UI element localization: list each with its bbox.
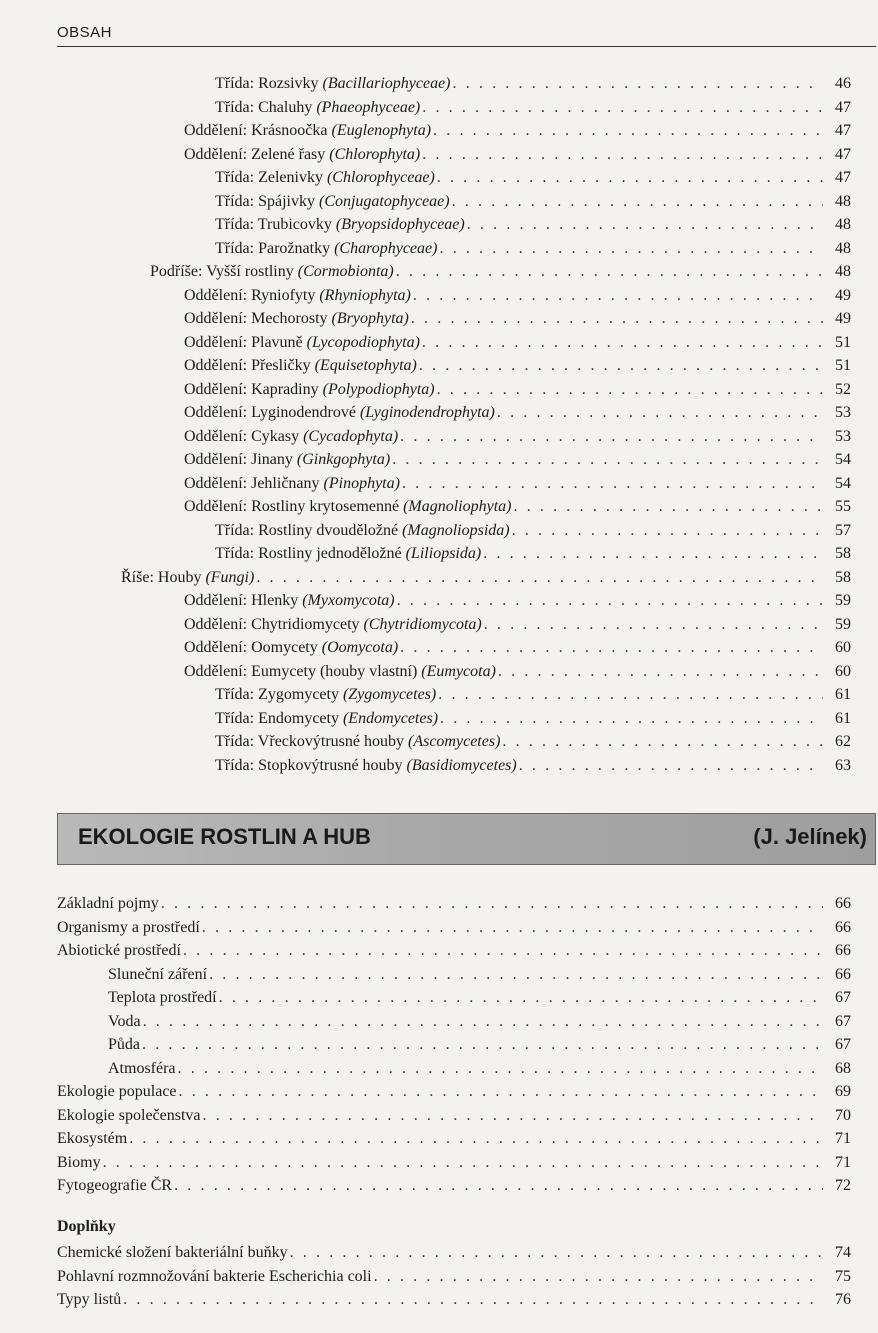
toc-page-number: 71 [835,1130,851,1147]
toc-page-number: 48 [835,263,851,280]
toc-entry-label [121,566,254,590]
toc-entry-label [215,96,420,120]
toc-page-number: 52 [835,380,851,398]
dot-leader [437,166,823,190]
toc-page-number: 75 [835,1267,851,1285]
toc-entry-label [215,166,435,190]
toc-page-number: 66 [835,942,851,959]
toc-entry-label [184,589,395,613]
toc-entry [0,730,878,754]
toc-entry-label [184,613,482,637]
toc-entry [0,939,878,963]
toc-entry-name: Třída: Endomycety [215,709,343,727]
dot-leader [502,730,823,754]
toc-entry-label [184,660,496,684]
toc-entry-latin: (Ginkgophyta) [296,451,391,468]
toc-page-number: 76 [835,1291,851,1308]
toc-page-number: 47 [835,145,851,163]
toc-entry-label [215,190,450,214]
toc-entry-label: Ekologie populace [57,1083,177,1100]
toc-entry [0,1151,878,1175]
toc-entry-latin: (Liliopsida) [405,545,482,562]
toc-page-number: 63 [835,756,851,774]
toc-entry-name: Třída: Stopkovýtrusné houby [215,756,407,774]
toc-entry-label [215,213,465,237]
toc-entry [0,119,878,143]
dot-leader [219,986,823,1010]
toc-entry-label [215,519,510,543]
toc-entry-label: Fytogeografie ČR [57,1177,173,1194]
toc-entry [0,613,878,637]
toc-entry-name: Oddělení: Oomycety [184,639,322,656]
section-banner [57,813,876,865]
toc-entry [0,542,878,566]
toc-page-number: 60 [835,639,851,656]
toc-entry [0,213,878,237]
toc-entry-label: Sluneční záření [108,965,208,983]
toc-entry-name: Třída: Spájivky [215,192,319,210]
toc-entry [0,260,878,284]
toc-page-number: 62 [835,733,851,750]
toc-entry-label [184,354,417,378]
toc-entry-label [184,401,495,425]
dot-leader [497,401,823,425]
toc-entry-latin: (Magnoliophyta) [403,498,512,515]
toc-entry-latin: (Charophyceae) [334,239,438,257]
toc-entry [0,166,878,190]
dot-leader [519,754,823,778]
toc-entry-label [215,707,438,731]
toc-entry [0,190,878,214]
toc-entry-label: Typy listů [57,1291,122,1308]
toc-entry-label [215,754,517,778]
toc-page-number: 60 [835,662,851,680]
toc-page-number: 51 [835,357,851,374]
toc-entry-latin: (Polypodiophyta) [322,380,435,398]
dot-leader [143,1010,823,1034]
toc-entry-latin: (Chytridiomycota) [363,615,482,633]
dot-leader [203,1104,823,1128]
dot-leader [467,213,823,237]
toc-entry-latin: (Ascomycetes) [408,733,501,750]
toc-entry-latin: (Phaeophyceae) [316,98,421,116]
toc-entry-latin: (Oomycota) [321,639,399,656]
toc-page-number: 58 [835,545,851,562]
dot-leader [413,284,823,308]
toc-entry-label [184,636,398,660]
dot-leader [433,119,823,143]
toc-page-number: 67 [835,1036,851,1053]
toc-entry-label [184,143,420,167]
toc-entry-label [184,448,390,472]
dot-leader [484,613,823,637]
toc-entry-name: Oddělení: Lyginodendrové [184,404,360,421]
toc-entry [0,96,878,120]
toc-entry [0,589,878,613]
toc-entry [0,143,878,167]
dot-leader [209,963,823,987]
toc-page-number: 59 [835,615,851,633]
header-title: OBSAH [57,24,113,41]
toc-page-number: 53 [835,427,851,445]
dot-leader [400,425,823,449]
toc-entry-name: Třída: Trubicovky [215,216,336,233]
toc-page-number: 48 [835,192,851,210]
page-header [57,22,876,47]
toc-entry [0,1080,878,1104]
toc-entry [0,72,878,96]
toc-entry-latin: (Myxomycota) [302,592,395,609]
toc-entry-label: Základní pojmy [57,895,159,912]
toc-entry [0,683,878,707]
toc-entry [0,566,878,590]
toc-entry-name: Oddělení: Hlenky [184,592,303,609]
toc-entry-latin: (Endomycetes) [342,709,439,727]
dot-leader [439,237,823,261]
toc-entry [0,472,878,496]
toc-entry [0,237,878,261]
toc-entry-name: Oddělení: Kapradiny [184,380,323,398]
toc-page-number: 48 [835,239,851,257]
toc-entry-name: Oddělení: Zelené řasy [184,145,330,163]
toc-entry-label [215,542,481,566]
dot-leader [129,1127,823,1151]
toc-entry-label: Voda [108,1012,141,1030]
toc-entry-latin: (Zygomycetes) [342,686,437,703]
toc-page-number: 55 [835,498,851,515]
dot-leader [419,354,823,378]
toc-entry [0,754,878,778]
toc-entry-name: Třída: Parožnatky [215,239,335,257]
toc-entry-latin: (Equisetophyta) [314,357,417,374]
toc-entry [0,354,878,378]
toc-entry [0,401,878,425]
toc-entry-name: Třída: Rostliny dvouděložné [215,521,403,539]
toc-entry-label: Ekosystém [57,1130,128,1147]
toc-entry-latin: (Cycadophyta) [303,427,399,445]
toc-entry-label: Ekologie společenstva [57,1106,201,1124]
dot-leader [142,1033,823,1057]
dot-leader [392,448,823,472]
toc-entry-name: Oddělení: Mechorosty [184,310,332,327]
toc-entry [0,1127,878,1151]
toc-entry [0,916,878,940]
toc-page-number: 61 [835,686,851,703]
toc-entry-label [184,119,431,143]
toc-entry-latin: (Chlorophyta) [329,145,421,163]
toc-page-number: 58 [835,568,851,586]
toc-entry [0,892,878,916]
dot-leader [290,1241,823,1265]
dot-leader [437,378,823,402]
dot-leader [498,660,823,684]
toc-entry-name: Podříše: Vyšší rostliny [150,263,298,280]
dot-leader [440,707,823,731]
toc-entry-label: Atmosféra [108,1059,176,1077]
toc-page-number: 46 [835,75,851,92]
toc-page-number: 67 [835,1012,851,1030]
toc-entry [0,986,878,1010]
toc-entry [0,1288,878,1312]
toc-page-number: 57 [835,521,851,539]
toc-entry-name: Třída: Rostliny jednoděložné [215,545,406,562]
toc-entry-latin: (Euglenophyta) [331,122,432,139]
toc-entry [0,307,878,331]
toc-entry-name: Oddělení: Plavuně [184,333,307,351]
dot-leader [161,892,823,916]
section-title: EKOLOGIE ROSTLIN A HUB [78,824,371,849]
dot-leader [202,916,823,940]
toc-page-number: 70 [835,1106,851,1124]
dot-leader [178,1057,823,1081]
toc-entry-latin: (Lyginodendrophyta) [359,404,495,421]
toc-page-number: 49 [835,286,851,304]
toc-entry [0,963,878,987]
dot-leader [452,190,823,214]
toc-entry-label: Teplota prostředí [108,989,217,1006]
toc-entry-label: Chemické složení bakteriální buňky [57,1244,288,1261]
toc-entry-latin: (Cormobionta) [297,263,394,280]
dot-leader [174,1174,823,1198]
toc-entry-name: Oddělení: Přesličky [184,357,315,374]
toc-entry [0,1174,878,1198]
toc-entry-label [184,284,411,308]
toc-page-number: 47 [835,98,851,116]
dot-leader [400,636,823,660]
toc-entry [0,707,878,731]
toc-entry-label: Půda [108,1036,140,1053]
toc-page-number: 51 [835,333,851,351]
toc-entry [0,1057,878,1081]
toc-entry-label [215,237,437,261]
toc-page-number: 61 [835,709,851,727]
dot-leader [512,519,823,543]
dot-leader [453,72,824,96]
dot-leader [483,542,823,566]
dot-leader [438,683,823,707]
toc-entry-name: Třída: Zelenivky [215,169,327,186]
toc-entry-label [184,425,398,449]
toc-page-number: 67 [835,989,851,1006]
toc-entry-name: Říše: Houby [121,568,206,586]
dot-leader [514,495,824,519]
toc-entry [0,425,878,449]
toc-entry [0,1241,878,1265]
toc-entry [0,378,878,402]
toc-entry-name: Oddělení: Chytridiomycety [184,615,364,633]
toc-entry-latin: (Pinophyta) [323,474,400,492]
toc-entry-label: Biomy [57,1153,101,1171]
toc-entry-name: Třída: Rozsivky [215,75,323,92]
toc-entry-name: Oddělení: Ryniofyty [184,286,320,304]
toc-entry [0,331,878,355]
toc-page-number: 53 [835,404,851,421]
toc-entry-name: Třída: Zygomycety [215,686,343,703]
dot-leader [411,307,823,331]
toc-page-number: 47 [835,169,851,186]
toc-page-number: 66 [835,918,851,936]
toc-entry-name: Oddělení: Cykasy [184,427,304,445]
toc-entry [0,1033,878,1057]
toc-entry-latin: (Basidiomycetes) [406,756,517,774]
toc-entry-label: Organismy a prostředí [57,918,200,936]
dot-leader [183,939,823,963]
toc-entry-name: Oddělení: Jinany [184,451,297,468]
toc-entry-label [184,307,409,331]
toc-entry-label [184,331,420,355]
toc-entry [0,1104,878,1128]
toc-entry [0,448,878,472]
dot-leader [402,472,823,496]
dot-leader [396,260,823,284]
dot-leader [374,1265,823,1289]
section-author: (J. Jelínek) [753,824,867,849]
toc-entry-name: Oddělení: Eumycety (houby vlastní) [184,662,422,680]
toc-page-number: 72 [835,1177,851,1194]
toc-entry-latin: (Eumycota) [421,662,496,680]
toc-entry-latin: (Bryopsidophyceae) [335,216,465,233]
toc-entry-latin: (Lycopodiophyta) [306,333,420,351]
toc-page-number: 54 [835,451,851,468]
toc-entry-latin: (Fungi) [205,568,255,586]
toc-page-number: 69 [835,1083,851,1100]
toc-entry-label: Abiotické prostředí [57,942,181,959]
toc-page-number: 54 [835,474,851,492]
toc-page-number: 74 [835,1244,851,1261]
toc-entry-label [184,378,435,402]
toc-entry-latin: (Conjugatophyceae) [318,192,450,210]
dot-leader [422,143,823,167]
toc-page-number: 59 [835,592,851,609]
toc-plants-fungi [0,72,878,777]
dot-leader [397,589,823,613]
dot-leader [103,1151,823,1175]
toc-entry-name: Oddělení: Krásnoočka [184,122,332,139]
toc-entry-name: Třída: Chaluhy [215,98,317,116]
toc-page-number: 48 [835,216,851,233]
toc-page-number: 66 [835,965,851,983]
toc-page-number: 66 [835,895,851,912]
toc-page-number: 49 [835,310,851,327]
toc-entry-label [184,495,512,519]
toc-page-number: 71 [835,1153,851,1171]
toc-entry-latin: (Rhyniophyta) [319,286,411,304]
toc-page-number: 47 [835,122,851,139]
toc-entry [0,660,878,684]
toc-page-number: 68 [835,1059,851,1077]
toc-entry [0,1265,878,1289]
dot-leader [123,1288,823,1312]
toc-entry-label [184,472,400,496]
dot-leader [422,331,823,355]
toc-entry [0,1010,878,1034]
dot-leader [179,1080,823,1104]
toc-entry-name: Oddělení: Rostliny krytosemenné [184,498,404,515]
toc-entry-latin: (Bacillariophyceae) [322,75,451,92]
toc-entry-name: Oddělení: Jehličnany [184,474,324,492]
toc-entry-name: Třída: Vřeckovýtrusné houby [215,733,408,750]
toc-entry-label: Pohlavní rozmnožování bakterie Escherichia coli [57,1267,372,1285]
toc-entry-label [215,683,436,707]
toc-entry-label [150,260,394,284]
supplements-heading: Doplňky [57,1218,116,1235]
toc-entry-latin: (Magnoliopsida) [402,521,510,539]
toc-ecology [0,892,878,1198]
toc-supplements [0,1241,878,1312]
toc-entry [0,284,878,308]
toc-entry [0,495,878,519]
toc-entry-latin: (Bryophyta) [331,310,409,327]
toc-entry-latin: (Chlorophyceae) [326,169,435,186]
dot-leader [422,96,823,120]
toc-entry-label [215,72,451,96]
toc-entry [0,636,878,660]
dot-leader [256,566,823,590]
toc-entry-label [215,730,500,754]
toc-entry [0,519,878,543]
